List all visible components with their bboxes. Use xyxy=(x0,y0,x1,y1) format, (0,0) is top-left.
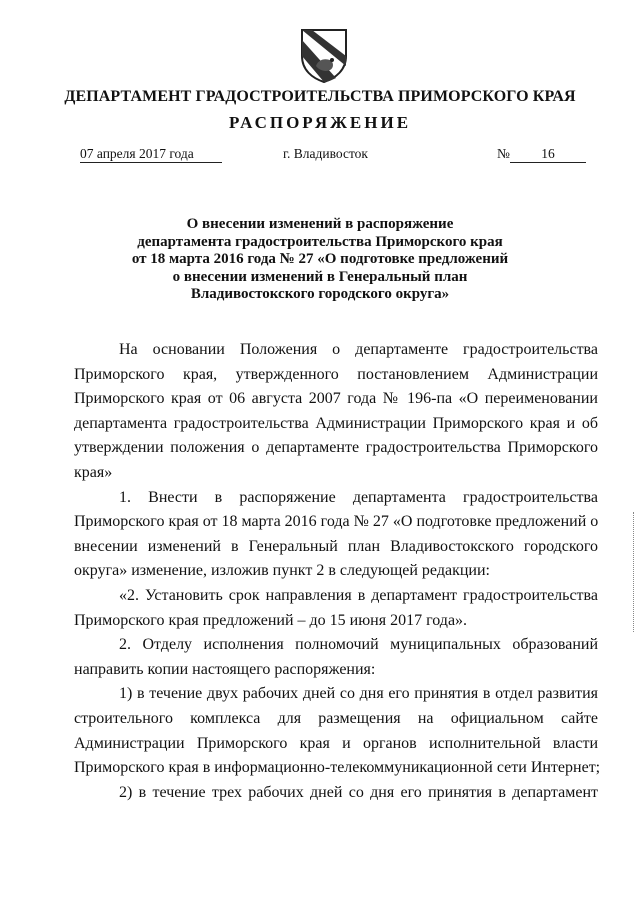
subject-line: Владивостокского городского округа» xyxy=(190,286,450,303)
scan-edge-mark xyxy=(633,512,640,632)
body-line: строительного комплекса для размещения на официальном сайте xyxy=(74,709,598,727)
body-line: 2. Отделу исполнения полномочий муниципальных образований xyxy=(119,636,598,654)
body-line: внесении изменений в Генеральный план Владивостокского городского xyxy=(74,537,598,555)
document-number: 16 xyxy=(510,146,586,163)
body-line: Приморского края, утвержденного постановлением Администрации xyxy=(74,365,598,383)
body-line: Администрации Приморского края и органов исполнительной власти xyxy=(74,734,598,752)
subject-line: от 18 марта 2016 года № 27 «О подготовке предложений xyxy=(131,251,509,268)
document-type-title: РАСПОРЯЖЕНИЕ xyxy=(228,113,412,132)
body-line: 1. Внести в распоряжение департамента градостроительства xyxy=(119,488,598,506)
subject-line: о внесении изменений в Генеральный план xyxy=(172,268,468,285)
body-line: департамента градостроительства Администрации Приморского края и об xyxy=(74,414,598,432)
body-line: На основании Положения о департаменте градостроительства xyxy=(119,341,598,358)
body-line: Приморского края в информационно-телекоммуникационной сети Интернет; xyxy=(74,759,601,777)
body-line: округа» изменение, изложив пункт 2 в следующей редакции: xyxy=(74,562,490,580)
body-line: Приморского края предложений – до 15 июня 2017 года». xyxy=(74,611,468,629)
document-subject xyxy=(60,216,580,304)
body-line: 2) в течение трех рабочих дней со дня его принятия в департамент xyxy=(119,783,598,801)
document-date: 07 апреля 2017 года xyxy=(80,146,222,163)
body-line: края» xyxy=(74,463,113,481)
subject-line: О внесении изменений в распоряжение xyxy=(186,216,454,232)
coat-of-arms-emblem xyxy=(296,26,352,84)
body-line: Приморского края от 06 августа 2007 года № 196-па «О переименовании xyxy=(74,390,598,408)
body-line: Приморского края от 18 марта 2016 года № 27 «О подготовке предложений о xyxy=(74,513,599,531)
body-line: направить копии настоящего распоряжения: xyxy=(74,660,376,678)
document-city: г. Владивосток xyxy=(283,146,368,161)
body-line: утверждении положения о департаменте градостроительства Приморского xyxy=(74,439,598,457)
body-line: 1) в течение двух рабочих дней со дня его принятия в отдел развития xyxy=(119,685,598,703)
body-line: «2. Установить срок направления в департамент градостроительства xyxy=(119,586,598,604)
document-number-label: № xyxy=(497,146,510,161)
document-body xyxy=(74,338,601,805)
department-title: ДЕПАРТАМЕНТ ГРАДОСТРОИТЕЛЬСТВА ПРИМОРСКОГО КРАЯ xyxy=(64,88,576,105)
subject-line: департамента градостроительства Приморского края xyxy=(137,233,503,250)
